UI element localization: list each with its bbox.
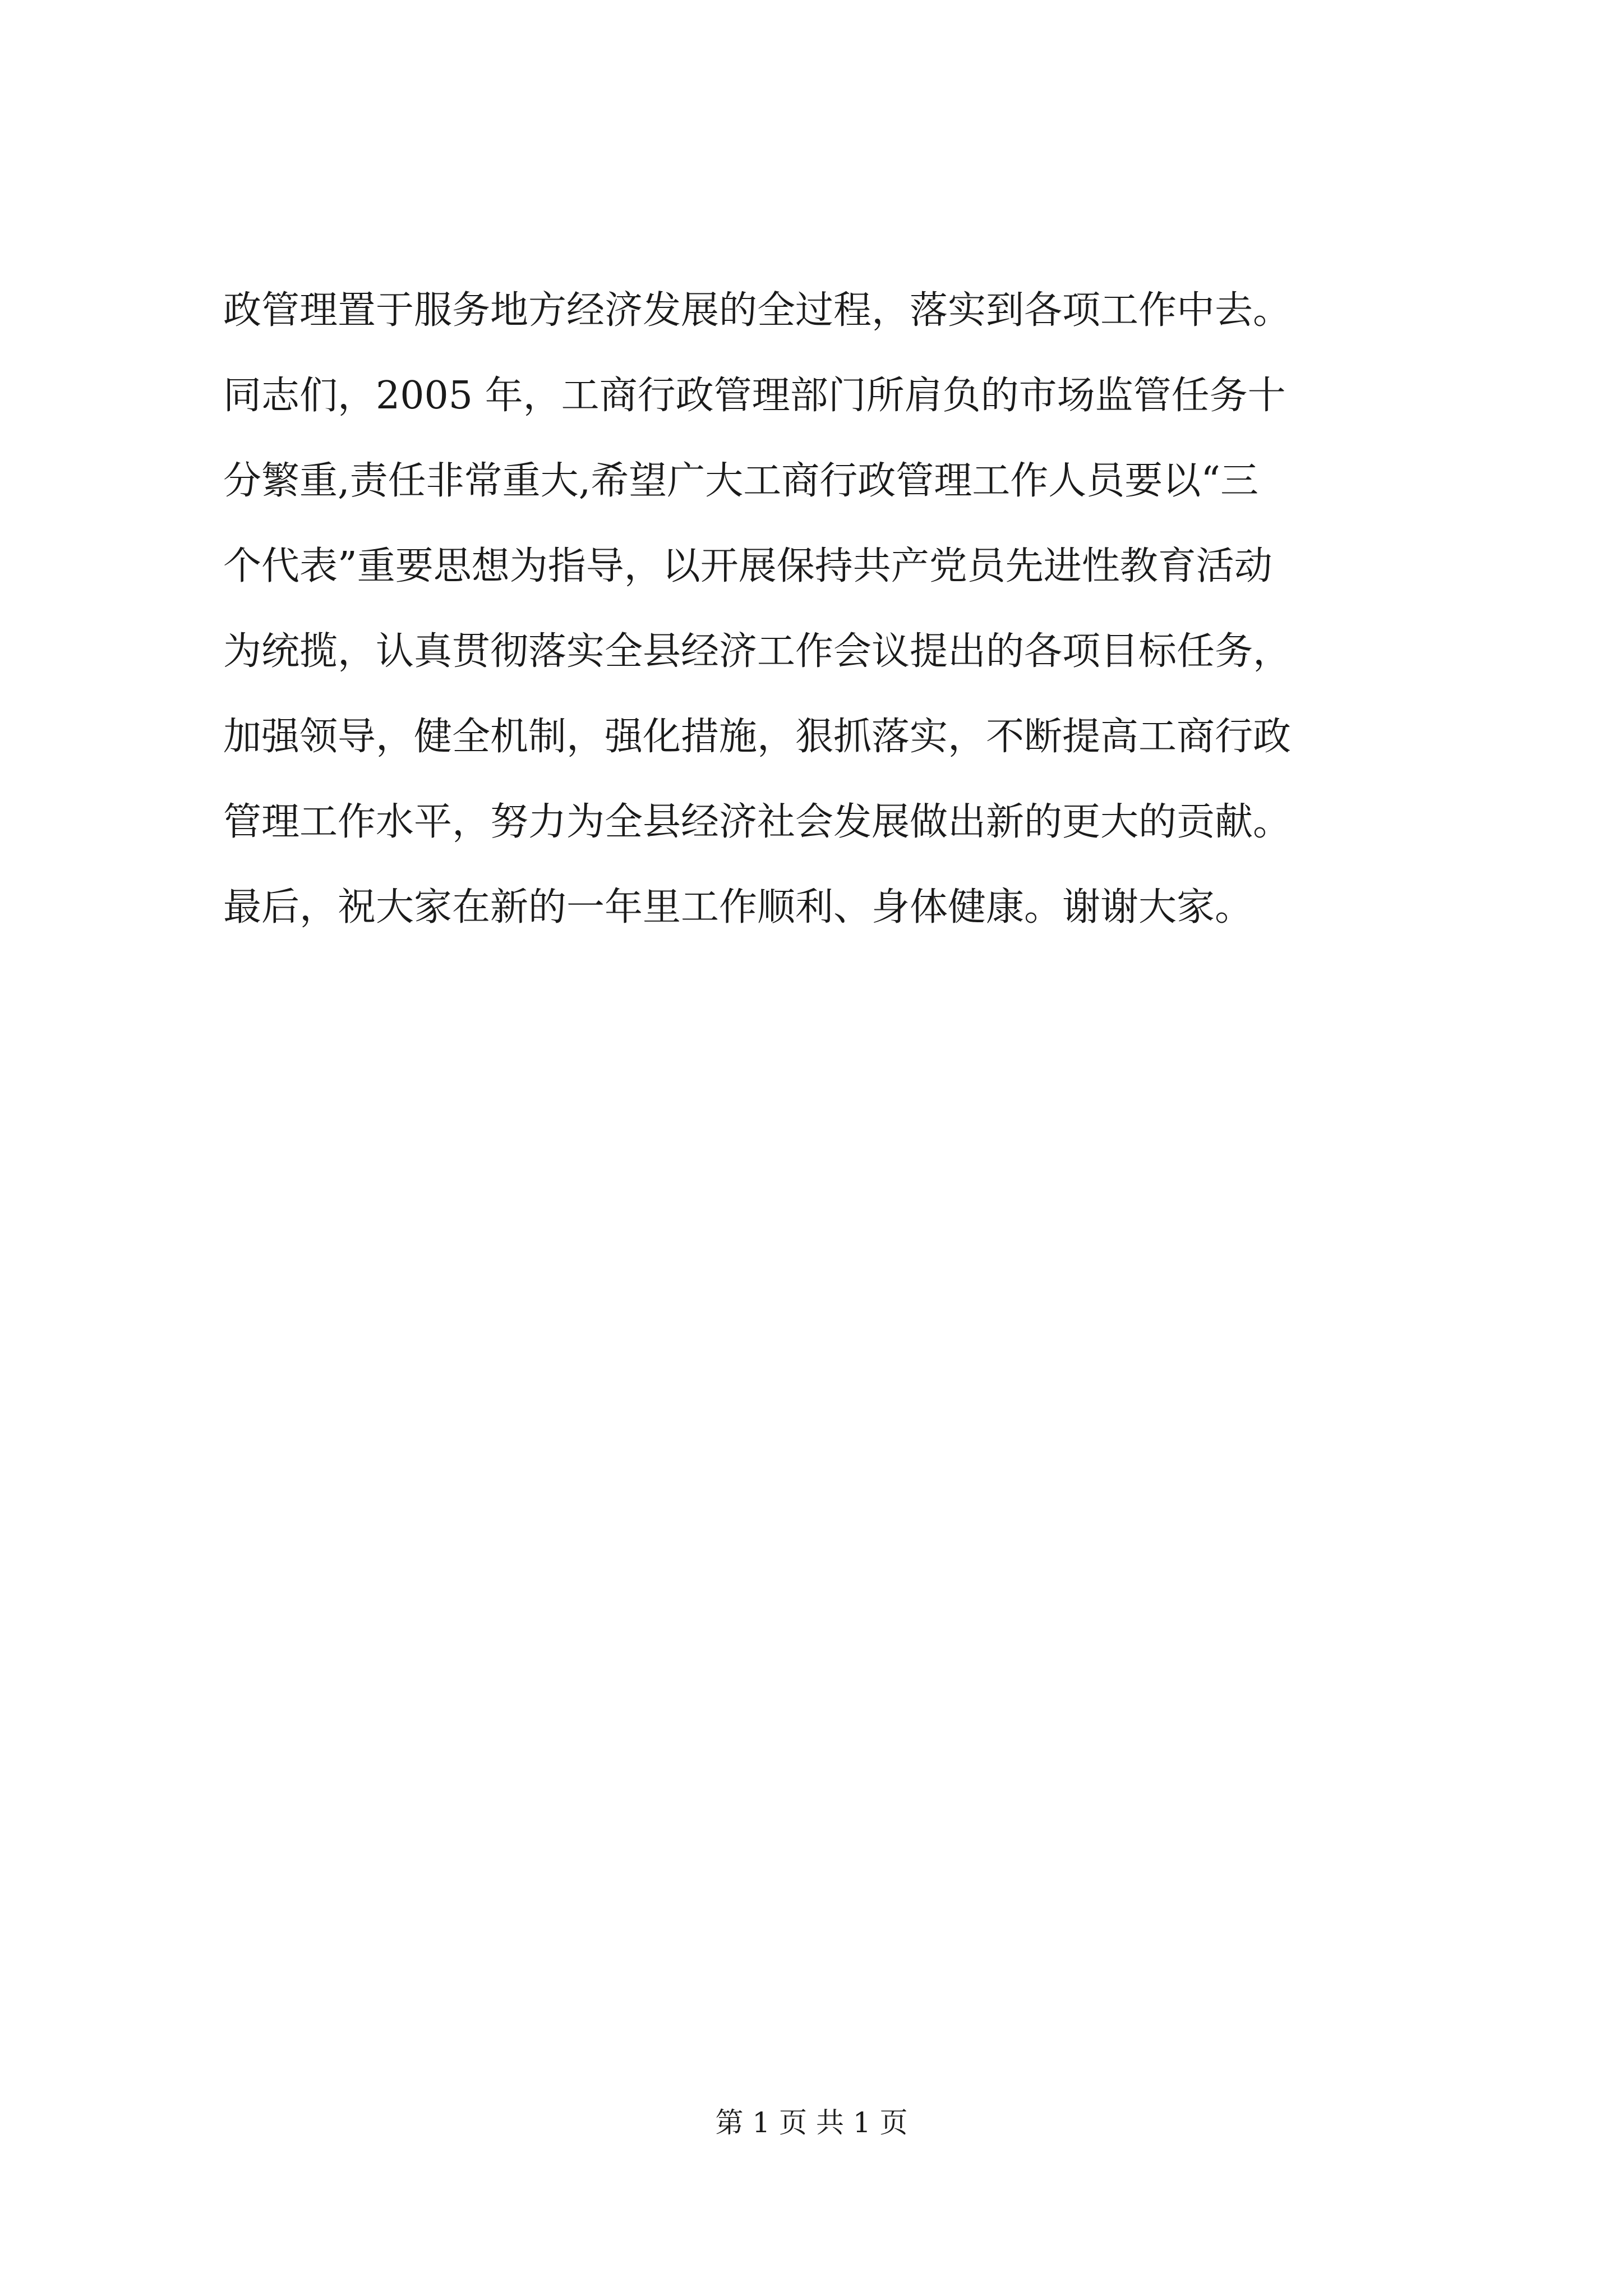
text-line: 分繁重,责任非常重大,希望广大工商行政管理工作人员要以“三 <box>223 459 1258 503</box>
text-line: 为统揽，认真贯彻落实全县经济工作会议提出的各项目标任务， <box>223 629 1292 674</box>
page-footer: 第 1 页 共 1 页 <box>715 2106 908 2139</box>
text-line: 最后，祝大家在新的一年里工作顺利、身体健康。谢谢大家。 <box>223 885 1253 930</box>
text-line: 个代表”重要思想为指导，以开展保持共产党员先进性教育活动 <box>223 544 1272 588</box>
text-line: 同志们，2005 年，工商行政管理部门所肩负的市场监管任务十 <box>223 374 1286 418</box>
body-text <box>223 268 1423 950</box>
text-line: 加强领导，健全机制，强化措施，狠抓落实，不断提高工商行政 <box>223 715 1292 759</box>
text-line: 管理工作水平，努力为全县经济社会发展做出新的更大的贡献。 <box>223 800 1292 844</box>
text-line: 政管理置于服务地方经济发展的全过程，落实到各项工作中去。 <box>223 288 1292 333</box>
